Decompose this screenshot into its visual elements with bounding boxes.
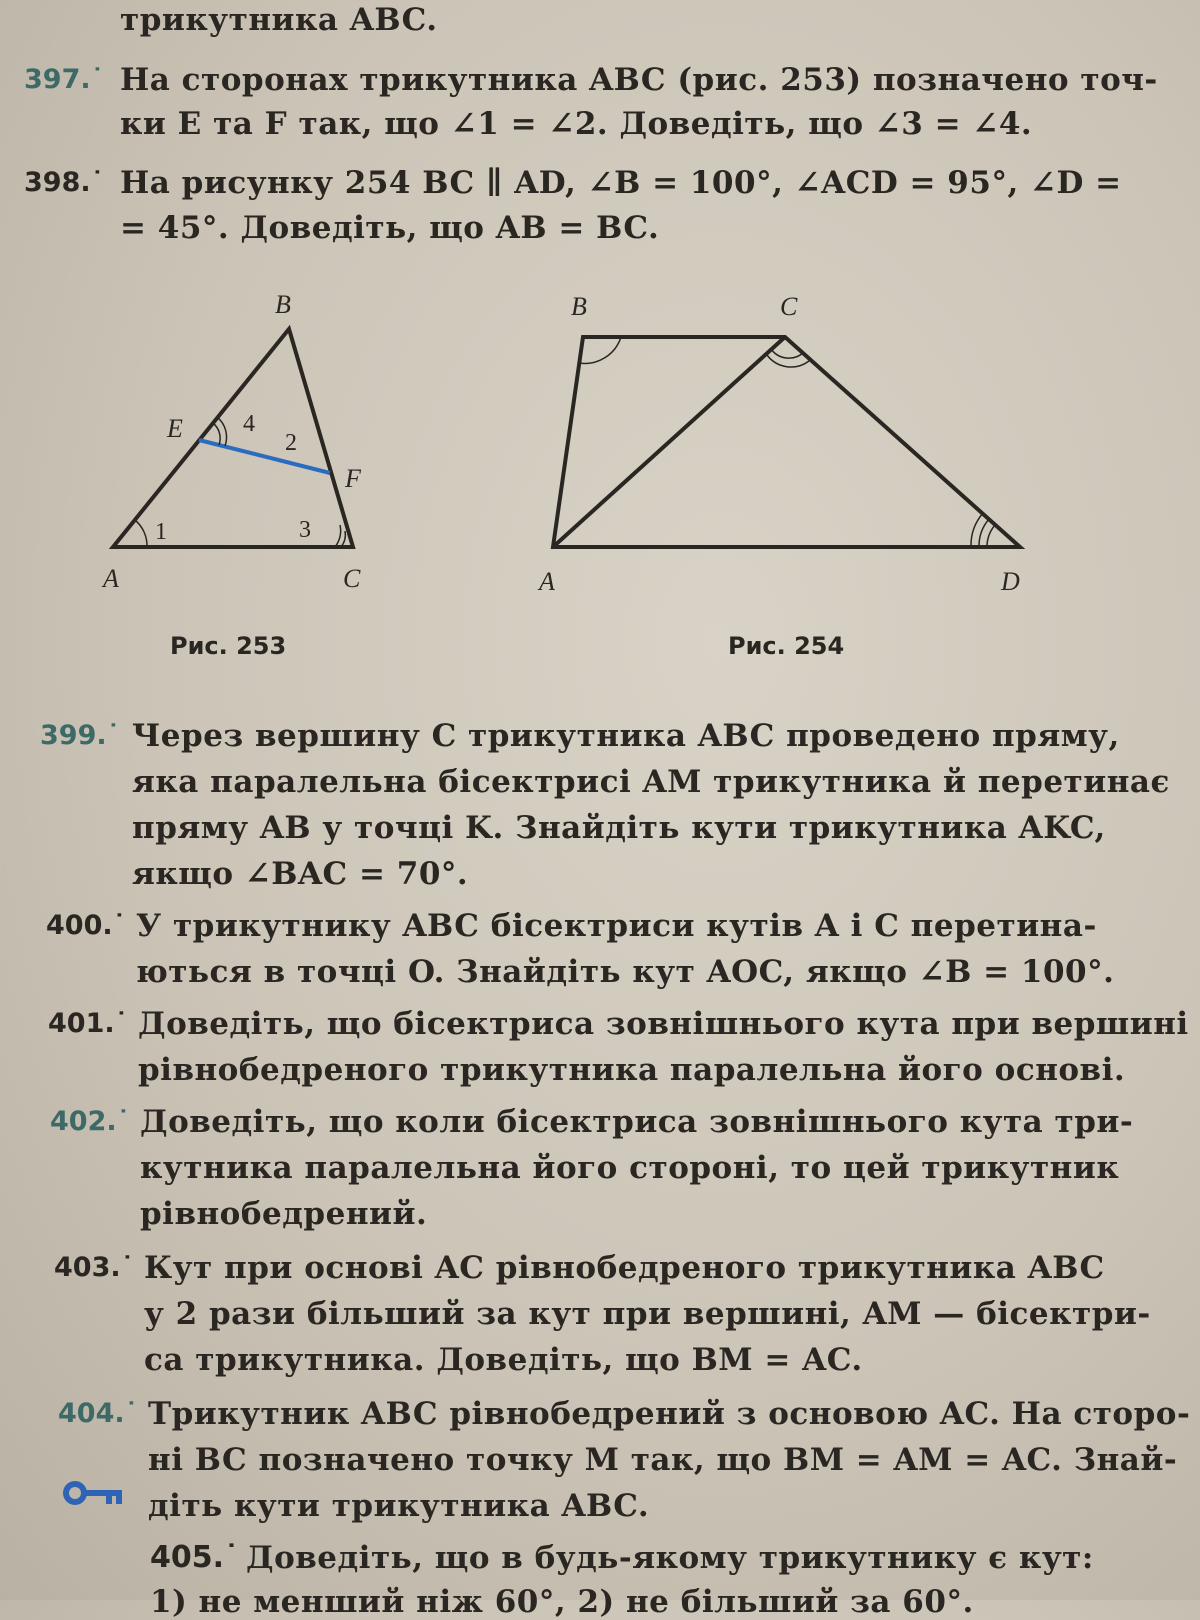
key-icon [62,1478,128,1508]
problem-398-line-2: = 45°. Доведіть, що AB = BC. [120,210,660,246]
problem-404-line-2: ні BC позначено точку M так, що BM = AM = AC. Знай- [148,1442,1178,1478]
arc-angle-b [579,337,621,363]
arc-angle-4 [213,423,220,445]
problem-403-line-1: Кут при основі AC рівнобедреного трикутника ABC [144,1250,1105,1286]
problem-399-line-3: пряму AB у точці K. Знайдіть кути трикутника AKC, [132,810,1106,846]
diagonal-ac [553,337,785,547]
angle-label-1: 1 [155,519,167,545]
problem-number-402: 402.˙ [50,1106,131,1137]
arc-angle-3 [341,531,345,547]
arc-angle-acd-2 [767,355,809,367]
problem-398-line-1: На рисунку 254 BC ∥ AD, ∠B = 100°, ∠ACD = 95°, ∠D = [120,165,1122,201]
problem-400-line-1: У трикутнику ABC бісектриси кутів A і C перетина- [136,908,1097,944]
figure-254 [535,285,1055,605]
angle-label-4: 4 [243,411,255,437]
problem-399-line-4: якщо ∠BAC = 70°. [132,856,469,892]
vertex-label-e: E [167,414,183,443]
problem-404-line-1: Трикутник ABC рівнобедрений з основою AC. На сторо- [148,1396,1191,1432]
problem-403-line-2: у 2 рази більший за кут при вершині, AM — бісектри- [144,1296,1151,1332]
problem-397-line-2: ки E та F так, що ∠1 = ∠2. Доведіть, що ∠3 = ∠4. [120,106,1033,142]
problem-400-line-2: ються в точці O. Знайдіть кут AOC, якщо ∠B = 100°. [136,954,1115,990]
segment-ef [199,440,330,473]
trapezoid-abcd [553,337,1020,547]
vertex-label-c-254: C [780,292,798,321]
problem-399-line-1: Через вершину C трикутника ABC проведено пряму, [132,718,1120,754]
figure-253-caption: Рис. 253 [170,632,287,660]
problem-405-line-1: Доведіть, що в будь-якому трикутнику є кут: [246,1540,1094,1576]
vertex-label-b-254: B [571,292,587,321]
angle-label-3: 3 [299,517,311,543]
problem-403-line-3: са трикутника. Доведіть, що BM = AC. [144,1342,863,1378]
arc-angle-d-1 [987,525,995,547]
problem-402-line-2: кутника паралельна його стороні, то цей трикутник [140,1150,1120,1186]
problem-number-400: 400.˙ [46,910,127,941]
vertex-label-b: B [275,290,291,319]
problem-number-405: 405.˙ [150,1540,240,1575]
vertex-label-a: A [103,564,119,593]
problem-404-line-3: діть кути трикутника ABC. [148,1488,650,1524]
problem-401-line-2: рівнобедреного трикутника паралельна його основі. [138,1052,1126,1088]
problem-number-401: 401.˙ [48,1008,129,1039]
problem-399-line-2: яка паралельна бісектрисі AM трикутника й перетинає [132,764,1170,800]
problem-405-line-2: 1) не менший ніж 60°, 2) не більший за 60°. [150,1584,974,1620]
problem-402-line-1: Доведіть, що коли бісектриса зовнішнього кута три- [140,1104,1134,1140]
figure-254-caption: Рис. 254 [728,632,845,660]
triangle-abc [113,329,353,547]
vertex-label-c: C [343,564,361,593]
problem-number-404: 404.˙ [58,1398,139,1429]
problem-402-line-3: рівнобедрений. [140,1196,428,1232]
arc-angle-1 [135,520,147,547]
problem-number-403: 403.˙ [54,1252,135,1283]
problem-number-399: 399.˙ [40,720,121,751]
figure-253 [95,285,395,605]
problem-401-line-1: Доведіть, що бісектриса зовнішнього кута при вершині [138,1006,1189,1042]
arc-angle-3b [335,525,341,547]
vertex-label-d-254: D [1001,567,1020,596]
problem-number-397: 397.˙ [24,64,105,95]
problem-number-398: 398.˙ [24,167,105,198]
vertex-label-a-254: A [539,567,555,596]
arc-angle-d-3 [971,513,983,547]
problem-397-line-1: На сторонах трикутника ABC (рис. 253) позначено точ- [120,62,1158,98]
top-partial-line: трикутника ABC. [120,2,438,38]
angle-label-2: 2 [285,430,297,456]
vertex-label-f: F [345,464,361,493]
